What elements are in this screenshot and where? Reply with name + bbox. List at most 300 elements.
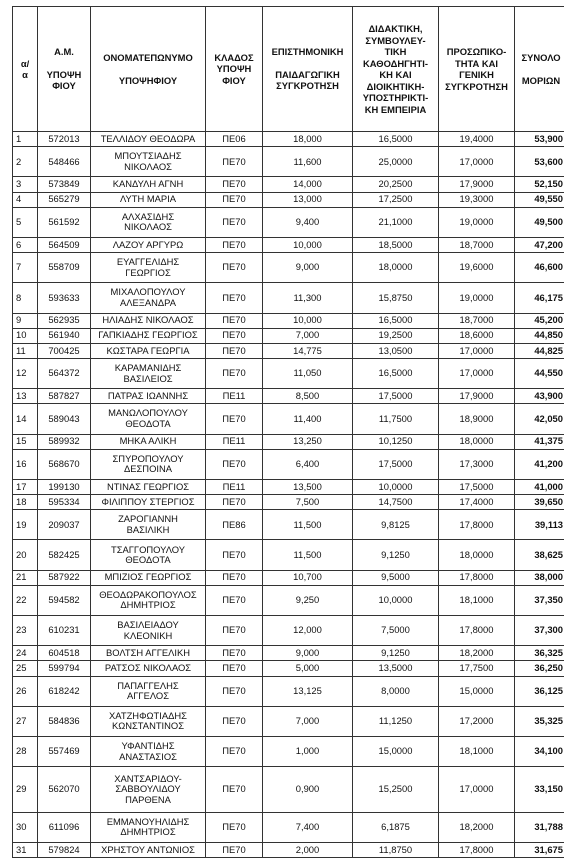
scientific-score-cell: 9,000 xyxy=(263,253,353,283)
serial-cell: 7 xyxy=(13,253,38,283)
candidate-name-line: ΜΗΚΑ ΑΛΙΚΗ xyxy=(119,435,177,447)
candidate-name-cell xyxy=(91,585,206,615)
branch-cell: ΠΕ70 xyxy=(206,737,263,767)
candidate-name-cell xyxy=(91,767,206,812)
scientific-score-cell: 9,000 xyxy=(263,646,353,661)
table-row xyxy=(13,434,564,449)
personality-score-cell: 17,8000 xyxy=(439,616,515,646)
table-row xyxy=(13,676,564,706)
candidate-name-cell xyxy=(91,812,206,842)
candidate-name-line: ΝΙΚΟΛΑΟΣ xyxy=(124,160,172,172)
reg-number-cell: 700425 xyxy=(38,343,91,358)
scientific-score-cell: 10,000 xyxy=(263,237,353,252)
header-text-line: ΣΥΝΟΛΟ xyxy=(521,52,561,63)
candidate-name-line: ΒΑΣΙΛΕΙΑΔΟΥ xyxy=(117,619,179,631)
serial-cell: 17 xyxy=(13,479,38,494)
branch-cell: ΠΕ11 xyxy=(206,389,263,404)
candidate-name-cell xyxy=(91,449,206,479)
header-text-line: α/ xyxy=(20,57,30,69)
header-total-score xyxy=(515,7,564,132)
scientific-score-cell: 7,000 xyxy=(263,706,353,736)
candidate-name-cell xyxy=(91,207,206,237)
header-text-line: ΥΠΟΨΗ xyxy=(46,68,82,80)
candidate-name-line: ΦΙΛΙΠΠΟΥ ΣΤΕΡΓΙΟΣ xyxy=(101,495,195,507)
header-text-line: ΤΙΚΗ xyxy=(384,46,407,57)
reg-number-cell: 582425 xyxy=(38,540,91,570)
total-score-cell: 36,250 xyxy=(515,661,564,676)
serial-cell: 26 xyxy=(13,676,38,706)
candidate-name-line: ΖΑΡΟΓΙΑΝΝΗ xyxy=(118,513,178,525)
candidate-name-cell xyxy=(91,737,206,767)
experience-score-cell: 18,5000 xyxy=(353,237,439,252)
candidate-name-line: ΣΠΥΡΟΠΟΥΛΟΥ xyxy=(112,452,184,464)
candidate-name-line: ΛΥΤΗ ΜΑΡΙΑ xyxy=(119,193,177,205)
experience-score-cell: 13,0500 xyxy=(353,343,439,358)
header-text-line xyxy=(40,58,88,69)
branch-cell: ΠΕ70 xyxy=(206,842,263,857)
candidate-name-line: ΧΑΝΤΣΑΡΙΔΟΥ- xyxy=(114,772,182,784)
personality-score-cell: 18,1000 xyxy=(439,737,515,767)
total-score-cell: 31,675 xyxy=(515,842,564,857)
total-score-cell: 36,125 xyxy=(515,676,564,706)
personality-score-cell: 17,8000 xyxy=(439,570,515,585)
personality-score-cell: 19,3000 xyxy=(439,192,515,207)
table-row xyxy=(13,328,564,343)
candidate-name-line: ΑΓΓΕΛΟΣ xyxy=(127,690,169,702)
candidate-name-cell xyxy=(91,479,206,494)
header-experience-score xyxy=(353,7,439,132)
header-branch xyxy=(206,7,263,132)
total-score-cell: 42,050 xyxy=(515,404,564,434)
header-text-line: ΠΑΙΔΑΓΩΓΙΚΗ xyxy=(275,68,340,80)
table-row xyxy=(13,479,564,494)
candidate-name-line: ΓΑΠΚΙΑΔΗΣ ΓΕΩΡΓΙΟΣ xyxy=(98,329,198,341)
reg-number-cell: 564372 xyxy=(38,358,91,388)
table-row xyxy=(13,237,564,252)
experience-score-cell: 9,1250 xyxy=(353,540,439,570)
experience-score-cell: 16,5000 xyxy=(353,358,439,388)
branch-cell: ΠΕ11 xyxy=(206,434,263,449)
reg-number-cell: 562935 xyxy=(38,313,91,328)
table-row xyxy=(13,283,564,313)
reg-number-cell: 589043 xyxy=(38,404,91,434)
total-score-cell: 52,150 xyxy=(515,177,564,192)
reg-number-cell: 562070 xyxy=(38,767,91,812)
candidate-name-cell xyxy=(91,495,206,510)
experience-score-cell: 9,1250 xyxy=(353,646,439,661)
personality-score-cell: 17,0000 xyxy=(439,358,515,388)
experience-score-cell: 15,2500 xyxy=(353,767,439,812)
reg-number-cell: 573849 xyxy=(38,177,91,192)
branch-cell: ΠΕ70 xyxy=(206,585,263,615)
branch-cell: ΠΕ70 xyxy=(206,253,263,283)
total-score-cell: 46,600 xyxy=(515,253,564,283)
serial-cell: 11 xyxy=(13,343,38,358)
header-serial xyxy=(13,7,38,132)
personality-score-cell: 17,2000 xyxy=(439,706,515,736)
table-row xyxy=(13,570,564,585)
scientific-score-cell: 9,400 xyxy=(263,207,353,237)
header-text-line: ΜΟΡΙΩΝ xyxy=(521,74,561,86)
total-score-cell: 49,500 xyxy=(515,207,564,237)
personality-score-cell: 18,9000 xyxy=(439,404,515,434)
candidate-name-line: ΚΛΕΟΝΙΚΗ xyxy=(123,629,173,641)
candidate-name-line: ΠΑΡΘΕΝΑ xyxy=(125,793,171,805)
branch-cell: ΠΕ70 xyxy=(206,147,263,177)
table-row xyxy=(13,646,564,661)
branch-cell: ΠΕ70 xyxy=(206,495,263,510)
header-text-line: ΟΝΟΜΑΤΕΠΩΝΥΜΟ xyxy=(103,52,193,63)
candidate-name-cell xyxy=(91,404,206,434)
scientific-score-cell: 11,050 xyxy=(263,358,353,388)
experience-score-cell: 9,5000 xyxy=(353,570,439,585)
header-candidate-name xyxy=(91,7,206,132)
personality-score-cell: 19,6000 xyxy=(439,253,515,283)
serial-cell: 4 xyxy=(13,192,38,207)
candidate-name-line: ΣΑΒΒΟΥΛΙΔΟΥ xyxy=(115,783,181,795)
table-body xyxy=(13,132,564,858)
header-text-line: ΥΠΟΨΗ xyxy=(216,63,252,75)
branch-cell: ΠΕ70 xyxy=(206,177,263,192)
scientific-score-cell: 8,500 xyxy=(263,389,353,404)
personality-score-cell: 18,1000 xyxy=(439,585,515,615)
experience-score-cell: 10,0000 xyxy=(353,479,439,494)
candidate-name-cell xyxy=(91,237,206,252)
candidate-name-line: ΕΥΑΓΓΕΛΙΔΗΣ xyxy=(116,256,180,268)
reg-number-cell: 579824 xyxy=(38,842,91,857)
scientific-score-cell: 0,900 xyxy=(263,767,353,812)
personality-score-cell: 17,0000 xyxy=(439,147,515,177)
candidate-name-cell xyxy=(91,616,206,646)
branch-cell: ΠΕ70 xyxy=(206,328,263,343)
reg-number-cell: 564509 xyxy=(38,237,91,252)
total-score-cell: 39,113 xyxy=(515,510,564,540)
total-score-cell: 38,000 xyxy=(515,570,564,585)
branch-cell: ΠΕ06 xyxy=(206,132,263,147)
personality-score-cell: 17,4000 xyxy=(439,495,515,510)
header-text-line: ΚΑΘΟΔΗΓΗΤΙ- xyxy=(363,57,428,69)
candidate-name-line: ΑΛΧΑΣΙΔΗΣ xyxy=(121,210,175,222)
results-table-container xyxy=(12,6,564,858)
scientific-score-cell: 5,000 xyxy=(263,661,353,676)
personality-score-cell: 17,9000 xyxy=(439,177,515,192)
serial-cell: 27 xyxy=(13,706,38,736)
table-row xyxy=(13,495,564,510)
personality-score-cell: 17,8000 xyxy=(439,842,515,857)
header-text-line xyxy=(93,64,203,75)
reg-number-cell: 558709 xyxy=(38,253,91,283)
header-reg-number xyxy=(38,7,91,132)
total-score-cell: 37,350 xyxy=(515,585,564,615)
experience-score-cell: 14,7500 xyxy=(353,495,439,510)
candidate-name-cell xyxy=(91,177,206,192)
experience-score-cell: 17,5000 xyxy=(353,389,439,404)
personality-score-cell: 18,0000 xyxy=(439,540,515,570)
serial-cell: 19 xyxy=(13,510,38,540)
serial-cell: 14 xyxy=(13,404,38,434)
total-score-cell: 49,550 xyxy=(515,192,564,207)
experience-score-cell: 21,1000 xyxy=(353,207,439,237)
table-row xyxy=(13,404,564,434)
total-score-cell: 46,175 xyxy=(515,283,564,313)
experience-score-cell: 15,0000 xyxy=(353,737,439,767)
experience-score-cell: 11,8750 xyxy=(353,842,439,857)
personality-score-cell: 19,0000 xyxy=(439,283,515,313)
personality-score-cell: 17,7500 xyxy=(439,661,515,676)
candidate-name-line: ΜΑΝΩΛΟΠΟΥΛΟΥ xyxy=(108,407,188,419)
candidate-name-cell xyxy=(91,434,206,449)
personality-score-cell: 19,0000 xyxy=(439,207,515,237)
table-row xyxy=(13,147,564,177)
table-row xyxy=(13,661,564,676)
experience-score-cell: 25,0000 xyxy=(353,147,439,177)
total-score-cell: 34,100 xyxy=(515,737,564,767)
personality-score-cell: 17,9000 xyxy=(439,389,515,404)
scientific-score-cell: 11,400 xyxy=(263,404,353,434)
candidate-name-line: ΑΝΑΣΤΑΣΙΟΣ xyxy=(119,750,177,762)
serial-cell: 22 xyxy=(13,585,38,615)
table-row xyxy=(13,192,564,207)
candidate-name-cell xyxy=(91,358,206,388)
serial-cell: 16 xyxy=(13,449,38,479)
candidate-name-line: ΥΦΑΝΤΙΔΗΣ xyxy=(121,740,175,752)
branch-cell: ΠΕ70 xyxy=(206,646,263,661)
personality-score-cell: 19,4000 xyxy=(439,132,515,147)
serial-cell: 31 xyxy=(13,842,38,857)
scientific-score-cell: 13,000 xyxy=(263,192,353,207)
experience-score-cell: 9,8125 xyxy=(353,510,439,540)
branch-cell: ΠΕ70 xyxy=(206,767,263,812)
total-score-cell: 41,375 xyxy=(515,434,564,449)
serial-cell: 6 xyxy=(13,237,38,252)
personality-score-cell: 17,5000 xyxy=(439,479,515,494)
serial-cell: 20 xyxy=(13,540,38,570)
personality-score-cell: 17,0000 xyxy=(439,343,515,358)
table-row xyxy=(13,585,564,615)
table-row xyxy=(13,207,564,237)
reg-number-cell: 584836 xyxy=(38,706,91,736)
experience-score-cell: 7,5000 xyxy=(353,616,439,646)
branch-cell: ΠΕ70 xyxy=(206,812,263,842)
personality-score-cell: 18,2000 xyxy=(439,646,515,661)
header-text-line: Α.Μ. xyxy=(54,46,74,58)
candidate-name-line: ΔΕΣΠΟΙΝΑ xyxy=(123,463,172,475)
candidate-name-cell xyxy=(91,192,206,207)
reg-number-cell: 611096 xyxy=(38,812,91,842)
experience-score-cell: 19,2500 xyxy=(353,328,439,343)
serial-cell: 28 xyxy=(13,737,38,767)
candidate-name-line: ΓΕΩΡΓΙΟΣ xyxy=(125,266,171,278)
total-score-cell: 41,200 xyxy=(515,449,564,479)
experience-score-cell: 13,5000 xyxy=(353,661,439,676)
candidate-name-line: ΚΑΡΑΜΑΝΙΔΗΣ xyxy=(114,362,182,373)
reg-number-cell: 593633 xyxy=(38,283,91,313)
header-text-line xyxy=(265,58,350,69)
table-row xyxy=(13,842,564,857)
candidate-name-line: ΔΗΜΗΤΡΙΟΣ xyxy=(120,826,176,838)
branch-cell: ΠΕ70 xyxy=(206,540,263,570)
table-row xyxy=(13,540,564,570)
reg-number-cell: 561592 xyxy=(38,207,91,237)
table-row xyxy=(13,767,564,812)
personality-score-cell: 17,3000 xyxy=(439,449,515,479)
branch-cell: ΠΕ70 xyxy=(206,706,263,736)
candidate-name-cell xyxy=(91,540,206,570)
candidate-name-line: ΔΗΜΗΤΡΙΟΣ xyxy=(120,599,176,611)
reg-number-cell: 565279 xyxy=(38,192,91,207)
serial-cell: 9 xyxy=(13,313,38,328)
reg-number-cell: 572013 xyxy=(38,132,91,147)
table-row xyxy=(13,253,564,283)
candidate-name-line: ΤΣΑΓΓΟΠΟΥΛΟΥ xyxy=(110,543,186,555)
scientific-score-cell: 12,000 xyxy=(263,616,353,646)
scientific-score-cell: 2,000 xyxy=(263,842,353,857)
scientific-score-cell: 11,300 xyxy=(263,283,353,313)
personality-score-cell: 18,7000 xyxy=(439,237,515,252)
experience-score-cell: 10,1250 xyxy=(353,434,439,449)
total-score-cell: 44,550 xyxy=(515,358,564,388)
scientific-score-cell: 11,600 xyxy=(263,147,353,177)
experience-score-cell: 6,1875 xyxy=(353,812,439,842)
serial-cell: 29 xyxy=(13,767,38,812)
personality-score-cell: 18,0000 xyxy=(439,434,515,449)
serial-cell: 13 xyxy=(13,389,38,404)
table-row xyxy=(13,510,564,540)
header-text-line: ΣΥΓΚΡΟΤΗΣΗ xyxy=(445,80,508,92)
reg-number-cell: 594582 xyxy=(38,585,91,615)
header-text-line: ΥΠΟΨΗΦΙΟΥ xyxy=(118,74,178,86)
candidate-name-cell xyxy=(91,283,206,313)
total-score-cell: 36,325 xyxy=(515,646,564,661)
candidate-name-line: ΤΕΛΛΙΔΟΥ ΘΕΟΔΩΡΑ xyxy=(100,132,196,144)
personality-score-cell: 18,2000 xyxy=(439,812,515,842)
total-score-cell: 43,900 xyxy=(515,389,564,404)
candidate-name-line: ΚΩΝΣΤΑΝΤΙΝΟΣ xyxy=(111,720,185,732)
scientific-score-cell: 7,500 xyxy=(263,495,353,510)
scientific-score-cell: 10,700 xyxy=(263,570,353,585)
branch-cell: ΠΕ70 xyxy=(206,343,263,358)
reg-number-cell: 209037 xyxy=(38,510,91,540)
total-score-cell: 33,150 xyxy=(515,767,564,812)
branch-cell: ΠΕ70 xyxy=(206,570,263,585)
branch-cell: ΠΕ70 xyxy=(206,616,263,646)
total-score-cell: 41,000 xyxy=(515,479,564,494)
branch-cell: ΠΕ70 xyxy=(206,676,263,706)
experience-score-cell: 18,0000 xyxy=(353,253,439,283)
reg-number-cell: 595334 xyxy=(38,495,91,510)
header-text-line: ΚΗ ΕΜΠΕΙΡΙΑ xyxy=(364,103,427,115)
reg-number-cell: 561940 xyxy=(38,328,91,343)
header-text-line: ΦΙΟΥ xyxy=(52,80,76,92)
candidate-name-line: ΝΤΙΝΑΣ ΓΕΩΡΓΙΟΣ xyxy=(106,480,190,492)
table-row xyxy=(13,358,564,388)
candidate-name-cell xyxy=(91,842,206,857)
candidate-name-cell xyxy=(91,676,206,706)
branch-cell: ΠΕ70 xyxy=(206,404,263,434)
branch-cell: ΠΕ70 xyxy=(206,358,263,388)
reg-number-cell: 604518 xyxy=(38,646,91,661)
candidate-name-cell xyxy=(91,343,206,358)
candidate-name-cell xyxy=(91,661,206,676)
header-text-line: α xyxy=(22,69,28,80)
header-text-line: ΥΠΟΣΤΗΡΙΚΤΙ- xyxy=(362,92,429,103)
experience-score-cell: 8,0000 xyxy=(353,676,439,706)
personality-score-cell: 18,7000 xyxy=(439,313,515,328)
experience-score-cell: 17,5000 xyxy=(353,449,439,479)
candidate-name-cell xyxy=(91,389,206,404)
reg-number-cell: 587827 xyxy=(38,389,91,404)
table-row xyxy=(13,389,564,404)
candidate-name-line: ΘΕΟΔΩΡΑΚΟΠΟΥΛΟΣ xyxy=(99,588,197,600)
serial-cell: 1 xyxy=(13,132,38,147)
reg-number-cell: 618242 xyxy=(38,676,91,706)
serial-cell: 2 xyxy=(13,147,38,177)
scientific-score-cell: 13,125 xyxy=(263,676,353,706)
candidate-name-cell xyxy=(91,706,206,736)
candidate-name-line: ΜΠΙΖΙΟΣ ΓΕΩΡΓΙΟΣ xyxy=(104,571,192,583)
scientific-score-cell: 13,500 xyxy=(263,479,353,494)
branch-cell: ΠΕ70 xyxy=(206,661,263,676)
total-score-cell: 37,300 xyxy=(515,616,564,646)
serial-cell: 12 xyxy=(13,358,38,388)
candidate-name-line: ΚΩΣΤΑΡΑ ΓΕΩΡΓΙΑ xyxy=(106,344,190,356)
header-text-line: ΔΙΟΙΚΗΤΙΚΗ- xyxy=(366,80,425,92)
table-row xyxy=(13,616,564,646)
serial-cell: 30 xyxy=(13,812,38,842)
candidate-name-line: ΠΑΤΡΑΣ ΙΩΑΝΝΗΣ xyxy=(107,389,189,401)
scientific-score-cell: 11,500 xyxy=(263,510,353,540)
reg-number-cell: 199130 xyxy=(38,479,91,494)
branch-cell: ΠΕ70 xyxy=(206,192,263,207)
scientific-score-cell: 13,250 xyxy=(263,434,353,449)
table-row xyxy=(13,706,564,736)
header-text-line: ΠΡΟΣΩΠΙΚΟ- xyxy=(446,46,507,57)
experience-score-cell: 16,5000 xyxy=(353,313,439,328)
personality-score-cell: 15,0000 xyxy=(439,676,515,706)
table-row xyxy=(13,737,564,767)
reg-number-cell: 548466 xyxy=(38,147,91,177)
candidate-name-cell xyxy=(91,253,206,283)
candidate-name-line: ΜΠΟΥΤΣΙΑΔΗΣ xyxy=(114,150,182,162)
reg-number-cell: 589932 xyxy=(38,434,91,449)
serial-cell: 25 xyxy=(13,661,38,676)
branch-cell: ΠΕ70 xyxy=(206,449,263,479)
serial-cell: 15 xyxy=(13,434,38,449)
experience-score-cell: 15,8750 xyxy=(353,283,439,313)
total-score-cell: 35,325 xyxy=(515,706,564,736)
header-text-line: ΚΗ ΚΑΙ xyxy=(379,69,412,80)
branch-cell: ΠΕ70 xyxy=(206,313,263,328)
branch-cell: ΠΕ86 xyxy=(206,510,263,540)
serial-cell: 24 xyxy=(13,646,38,661)
scientific-score-cell: 14,000 xyxy=(263,177,353,192)
table-row xyxy=(13,132,564,147)
reg-number-cell: 557469 xyxy=(38,737,91,767)
reg-number-cell: 568670 xyxy=(38,449,91,479)
total-score-cell: 44,825 xyxy=(515,343,564,358)
table-row xyxy=(13,313,564,328)
branch-cell: ΠΕ11 xyxy=(206,479,263,494)
candidate-name-line: ΡΑΤΣΟΣ ΝΙΚΟΛΑΟΣ xyxy=(104,662,192,674)
header-scientific-score xyxy=(263,7,353,132)
total-score-cell: 53,900 xyxy=(515,132,564,147)
scientific-score-cell: 18,000 xyxy=(263,132,353,147)
branch-cell: ΠΕ70 xyxy=(206,237,263,252)
candidate-name-cell xyxy=(91,646,206,661)
scientific-score-cell: 10,000 xyxy=(263,313,353,328)
candidate-name-line: ΚΑΝΔΥΛΗ ΑΓΝΗ xyxy=(112,178,184,190)
total-score-cell: 44,850 xyxy=(515,328,564,343)
